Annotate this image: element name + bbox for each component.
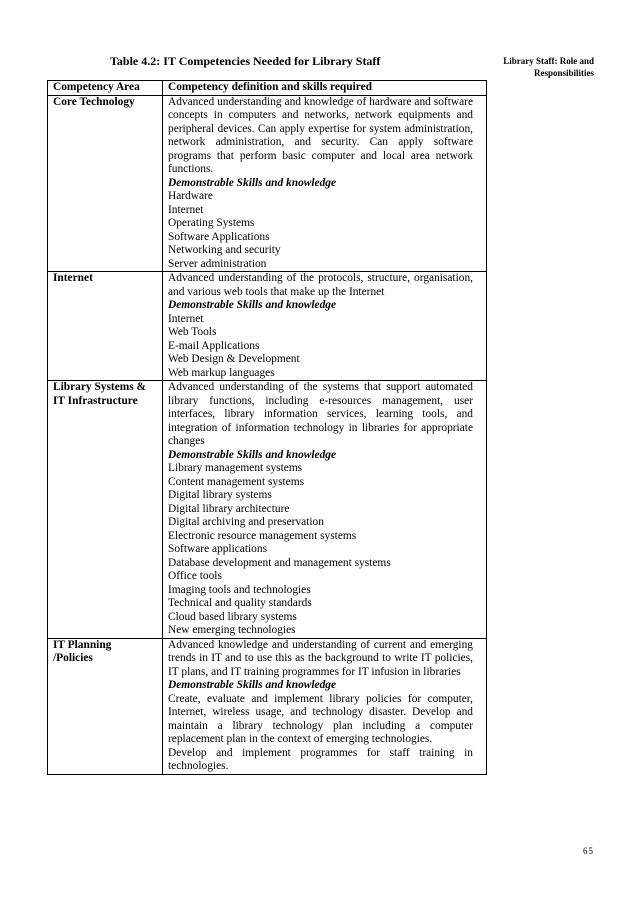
running-head — [464, 55, 594, 79]
running-head-line-2: Responsibilities — [533, 68, 594, 78]
competency-definition: Advanced understanding of the systems that support automated library functions, including e-resources management, user interfaces, library information services, learning tools, and integration of information technology in libraries for appropriate changes — [168, 381, 473, 447]
skill-item: Create, evaluate and implement library policies for computer, Internet, wireless usage, and technology disaster. Develop and maintain a library technology plan including a computer replacement plan in the context of emerging technologies. — [168, 692, 473, 745]
competency-details — [163, 638, 487, 774]
skill-item: E-mail Applications — [168, 339, 260, 352]
skill-item: Electronic resource management systems — [168, 529, 357, 542]
skills-heading: Demonstrable Skills and knowledge — [168, 679, 337, 691]
page-number: 65 — [583, 846, 594, 856]
skill-item: Cloud based library systems — [168, 610, 297, 623]
skill-item: Operating Systems — [168, 217, 255, 229]
skill-item: Web markup languages — [168, 366, 275, 379]
table-row — [48, 638, 487, 774]
competency-details — [163, 95, 487, 272]
skill-item: Software applications — [168, 543, 268, 555]
table-row — [48, 272, 487, 381]
table-title: Table 4.2: IT Competencies Needed for Library Staff — [110, 54, 381, 68]
skill-item: Web Design & Development — [168, 353, 300, 365]
skill-item: Digital archiving and preservation — [168, 516, 324, 528]
competency-area: Internet — [48, 272, 163, 381]
skill-item: Digital library architecture — [168, 502, 290, 515]
skill-item: Library management systems — [168, 462, 303, 474]
skill-item: Imaging tools and technologies — [168, 583, 311, 596]
column-header-definition: Competency definition and skills required — [163, 81, 487, 96]
skill-item: Develop and implement programmes for staff training in technologies. — [168, 746, 473, 772]
skill-item: Technical and quality standards — [168, 597, 312, 609]
competency-details — [163, 381, 487, 639]
skill-item: New emerging technologies — [168, 624, 296, 636]
skill-item: Web Tools — [168, 326, 217, 338]
skill-item: Hardware — [168, 190, 213, 202]
skills-heading: Demonstrable Skills and knowledge — [168, 299, 337, 311]
table-row — [48, 381, 487, 639]
competency-table — [47, 80, 487, 775]
skill-item: Digital library systems — [168, 489, 272, 501]
skill-item: Content management systems — [168, 475, 305, 488]
competency-details — [163, 272, 487, 381]
skills-heading: Demonstrable Skills and knowledge — [168, 176, 337, 189]
competency-area: IT Planning /Policies — [48, 638, 163, 774]
skill-item: Server administration — [168, 257, 267, 270]
table-header-row — [48, 81, 487, 96]
table-row — [48, 95, 487, 272]
skill-item: Networking and security — [168, 244, 281, 256]
running-head-line-1: Library Staff: Role and — [503, 56, 594, 66]
competency-definition: Advanced understanding of the protocols, structure, organisation, and various web tools that make up the Internet — [168, 272, 473, 298]
skills-heading: Demonstrable Skills and knowledge — [168, 448, 337, 461]
competency-definition: Advanced knowledge and understanding of current and emerging trends in IT and to use this as the background to write IT policies, IT plans, and IT training programmes for IT infusion in libraries — [168, 638, 473, 678]
skill-item: Internet — [168, 203, 204, 216]
skill-item: Database development and management systems — [168, 556, 391, 569]
column-header-area: Competency Area — [48, 81, 163, 96]
competency-area: Core Technology — [48, 95, 163, 272]
competency-area: Library Systems & IT Infrastructure — [48, 381, 163, 639]
competency-definition: Advanced understanding and knowledge of hardware and software concepts in computers and networks, network equipments and peripheral devices. Can apply expertise for system administration, network administration, and security. Can apply software programs that perform basic computer and local area network functions. — [168, 95, 473, 175]
skill-item: Internet — [168, 312, 204, 325]
skill-item: Software Applications — [168, 230, 270, 243]
skill-item: Office tools — [168, 570, 222, 582]
